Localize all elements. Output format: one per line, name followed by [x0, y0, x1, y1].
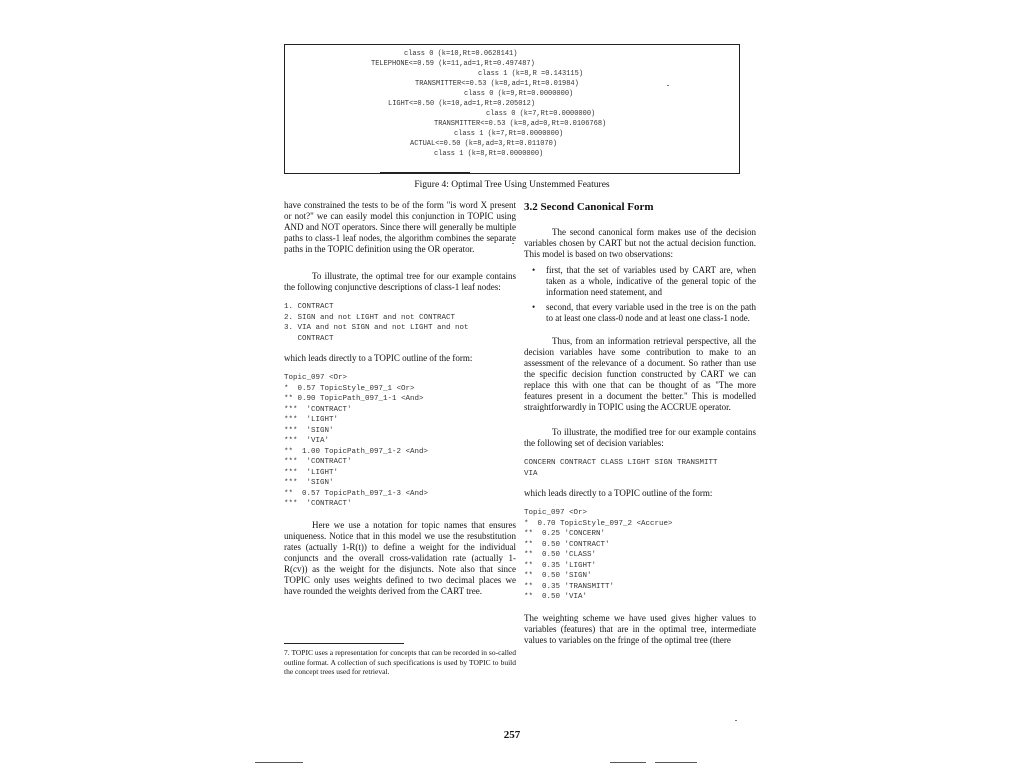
- code-line: *** 'LIGHT': [284, 416, 339, 424]
- left-column: [284, 200, 516, 597]
- decision-variables: [524, 458, 756, 479]
- bullet-item: [524, 265, 756, 298]
- code-line: *** 'CONTRACT': [284, 500, 352, 508]
- list-item: 1. CONTRACT: [284, 303, 334, 311]
- code-line: ** 0.50 'VIA': [524, 593, 588, 601]
- scan-dot: [667, 85, 669, 86]
- code-line: *** 'SIGN': [284, 426, 334, 435]
- scan-mark: [255, 762, 303, 763]
- observation-list: [524, 265, 756, 324]
- right-paragraph-2: Thus, from an information retrieval perspective, all the decision variables have some contribution to make to an assessment of the relevance of a document. So rather than use the specific decision function constructed by CART we can replace this with one that can be thought of as "The more features present in a document the better." This is modelled straightforwardly in TOPIC using the ACCRUE operator.: [524, 336, 756, 412]
- left-paragraph-1: have constrained the tests to be of the form "is word X present or not?" we can easily model this conjunction in TOPIC using AND and NOT operators. Since there will generally be multiple paths to class-1 leaf nodes, the algorithm combines the separate paths in the TOPIC definition using the OR operator.: [284, 200, 516, 254]
- left-paragraph-2: To illustrate, the optimal tree for our example contains the following conjunctive descriptions of class-1 leaf nodes:: [284, 271, 516, 292]
- scan-mark: [610, 762, 646, 763]
- tree-line: class 0 (k=7,Rt=0.0000000): [486, 110, 596, 118]
- topic-outline-code: [284, 373, 516, 510]
- bullet-text: second, that every variable used in the tree is on the path to at least one class-0 node and at least one class-1 node.: [546, 302, 756, 323]
- left-paragraph-4: Here we use a notation for topic names that ensures uniqueness. Notice that in this model we use the resubstitution rates (actually 1-R(t)) to define a weight for the individual conjuncts and the overall cross-validation rate (actually 1-R(cv)) as the weight for the disjuncts. Note also that since TOPIC only uses weights defined to two decimal places we have rounded the weights derived from the CART tree.: [284, 519, 516, 596]
- tree-line: TELEPHONE<=0.59 (k=11,ad=1,Rt=0.497487): [371, 60, 535, 68]
- footnote-rule: [284, 643, 404, 644]
- code-line: ** 0.57 TopicPath_097_1-3 <And>: [284, 489, 429, 498]
- code-line: Topic_097 <Or>: [524, 509, 588, 517]
- list-item: CONTRACT: [284, 334, 334, 343]
- bullet-item: [524, 302, 756, 324]
- code-line: ** 1.00 TopicPath_097_1-2 <And>: [284, 447, 429, 456]
- code-line: *** 'LIGHT': [284, 468, 339, 477]
- bullet-dot-icon: •: [532, 265, 536, 275]
- figure-caption: Figure 4: Optimal Tree Using Unstemmed Features: [414, 180, 610, 190]
- bullet-text: first, that the set of variables used by CART are, when taken as a whole, indicative of the general topic of the information need statement, and: [546, 265, 756, 297]
- code-line: ** 0.35 'TRANSMITT': [524, 582, 615, 591]
- tree-line: LIGHT<=0.50 (k=10,ad=1,Rt=0.205012): [388, 100, 536, 108]
- code-line: ** 0.25 'CONCERN': [524, 530, 606, 538]
- right-paragraph-1: The second canonical form makes use of the decision variables chosen by CART but not the actual decision function. This model is based on two observations:: [524, 227, 756, 259]
- conjunct-list: [284, 302, 516, 344]
- right-column: [524, 200, 756, 646]
- left-paragraph-3: which leads directly to a TOPIC outline of the form:: [284, 353, 473, 363]
- code-line: * 0.70 TopicStyle_097_2 <Accrue>: [524, 519, 673, 528]
- list-item: 2. SIGN and not LIGHT and not CONTRACT: [284, 313, 456, 322]
- bullet-dot-icon: •: [532, 302, 536, 312]
- footnote: 7. TOPIC uses a representation for concepts that can be recorded in so-called outline format. A collection of such specifications is used by TOPIC to build the concept trees used for retrieval.: [284, 648, 516, 676]
- code-line: Topic_097 <Or>: [284, 374, 348, 382]
- code-line: ** 0.35 'LIGHT': [524, 561, 597, 570]
- tree-line: TRANSMITTER<=0.53 (k=8,ad=0,Rt=0.0106768): [434, 120, 607, 128]
- page-number: 257: [503, 729, 521, 741]
- right-paragraph-4: which leads directly to a TOPIC outline of the form:: [524, 488, 713, 498]
- code-line: ** 0.50 'SIGN': [524, 572, 592, 580]
- tree-line: class 1 (k=8,R =0.143115): [478, 70, 584, 78]
- code-line: ** 0.50 'CONTRACT': [524, 540, 610, 549]
- code-line: ** 0.90 TopicPath_097_1-1 <And>: [284, 395, 424, 403]
- accrue-outline-code: [524, 508, 756, 603]
- tree-line: class 1 (k=8,Rt=0.0000000): [434, 150, 544, 158]
- code-line: *** 'CONTRACT': [284, 458, 352, 466]
- code-line: *** 'SIGN': [284, 479, 334, 487]
- code-line: * 0.57 TopicStyle_097_1 <Or>: [284, 384, 415, 393]
- code-line: ** 0.50 'CLASS': [524, 551, 597, 559]
- tree-line: class 0 (k=9,Rt=0.0000000): [464, 90, 574, 98]
- scan-dot: [735, 720, 737, 721]
- variable-line: CONCERN CONTRACT CLASS LIGHT SIGN TRANSMITT: [524, 459, 718, 467]
- tree-line: TRANSMITTER<=0.53 (k=8,ad=1,Rt=0.01984): [415, 80, 579, 88]
- right-paragraph-5: The weighting scheme we have used gives higher values to variables (features) that are in the optimal tree, intermediate values to variables on the fringe of the optimal tree (there: [524, 612, 756, 645]
- code-line: *** 'VIA': [284, 437, 330, 445]
- scan-dot: [512, 243, 514, 244]
- list-item: 3. VIA and not SIGN and not LIGHT and not: [284, 324, 469, 332]
- variable-line: VIA: [524, 469, 538, 478]
- figure-bottom-rule: [380, 172, 470, 174]
- scan-mark: [655, 762, 697, 763]
- right-paragraph-3: To illustrate, the modified tree for our example contains the following set of decision variables:: [524, 427, 756, 448]
- tree-line: class 0 (k=10,Rt=0.0628141): [404, 50, 518, 58]
- tree-line: class 1 (k=7,Rt=0.0000000): [454, 130, 564, 138]
- section-heading: 3.2 Second Canonical Form: [524, 201, 654, 213]
- code-line: *** 'CONTRACT': [284, 405, 352, 414]
- tree-line: ACTUAL<=0.50 (k=8,ad=3,Rt=0.011070): [410, 140, 558, 148]
